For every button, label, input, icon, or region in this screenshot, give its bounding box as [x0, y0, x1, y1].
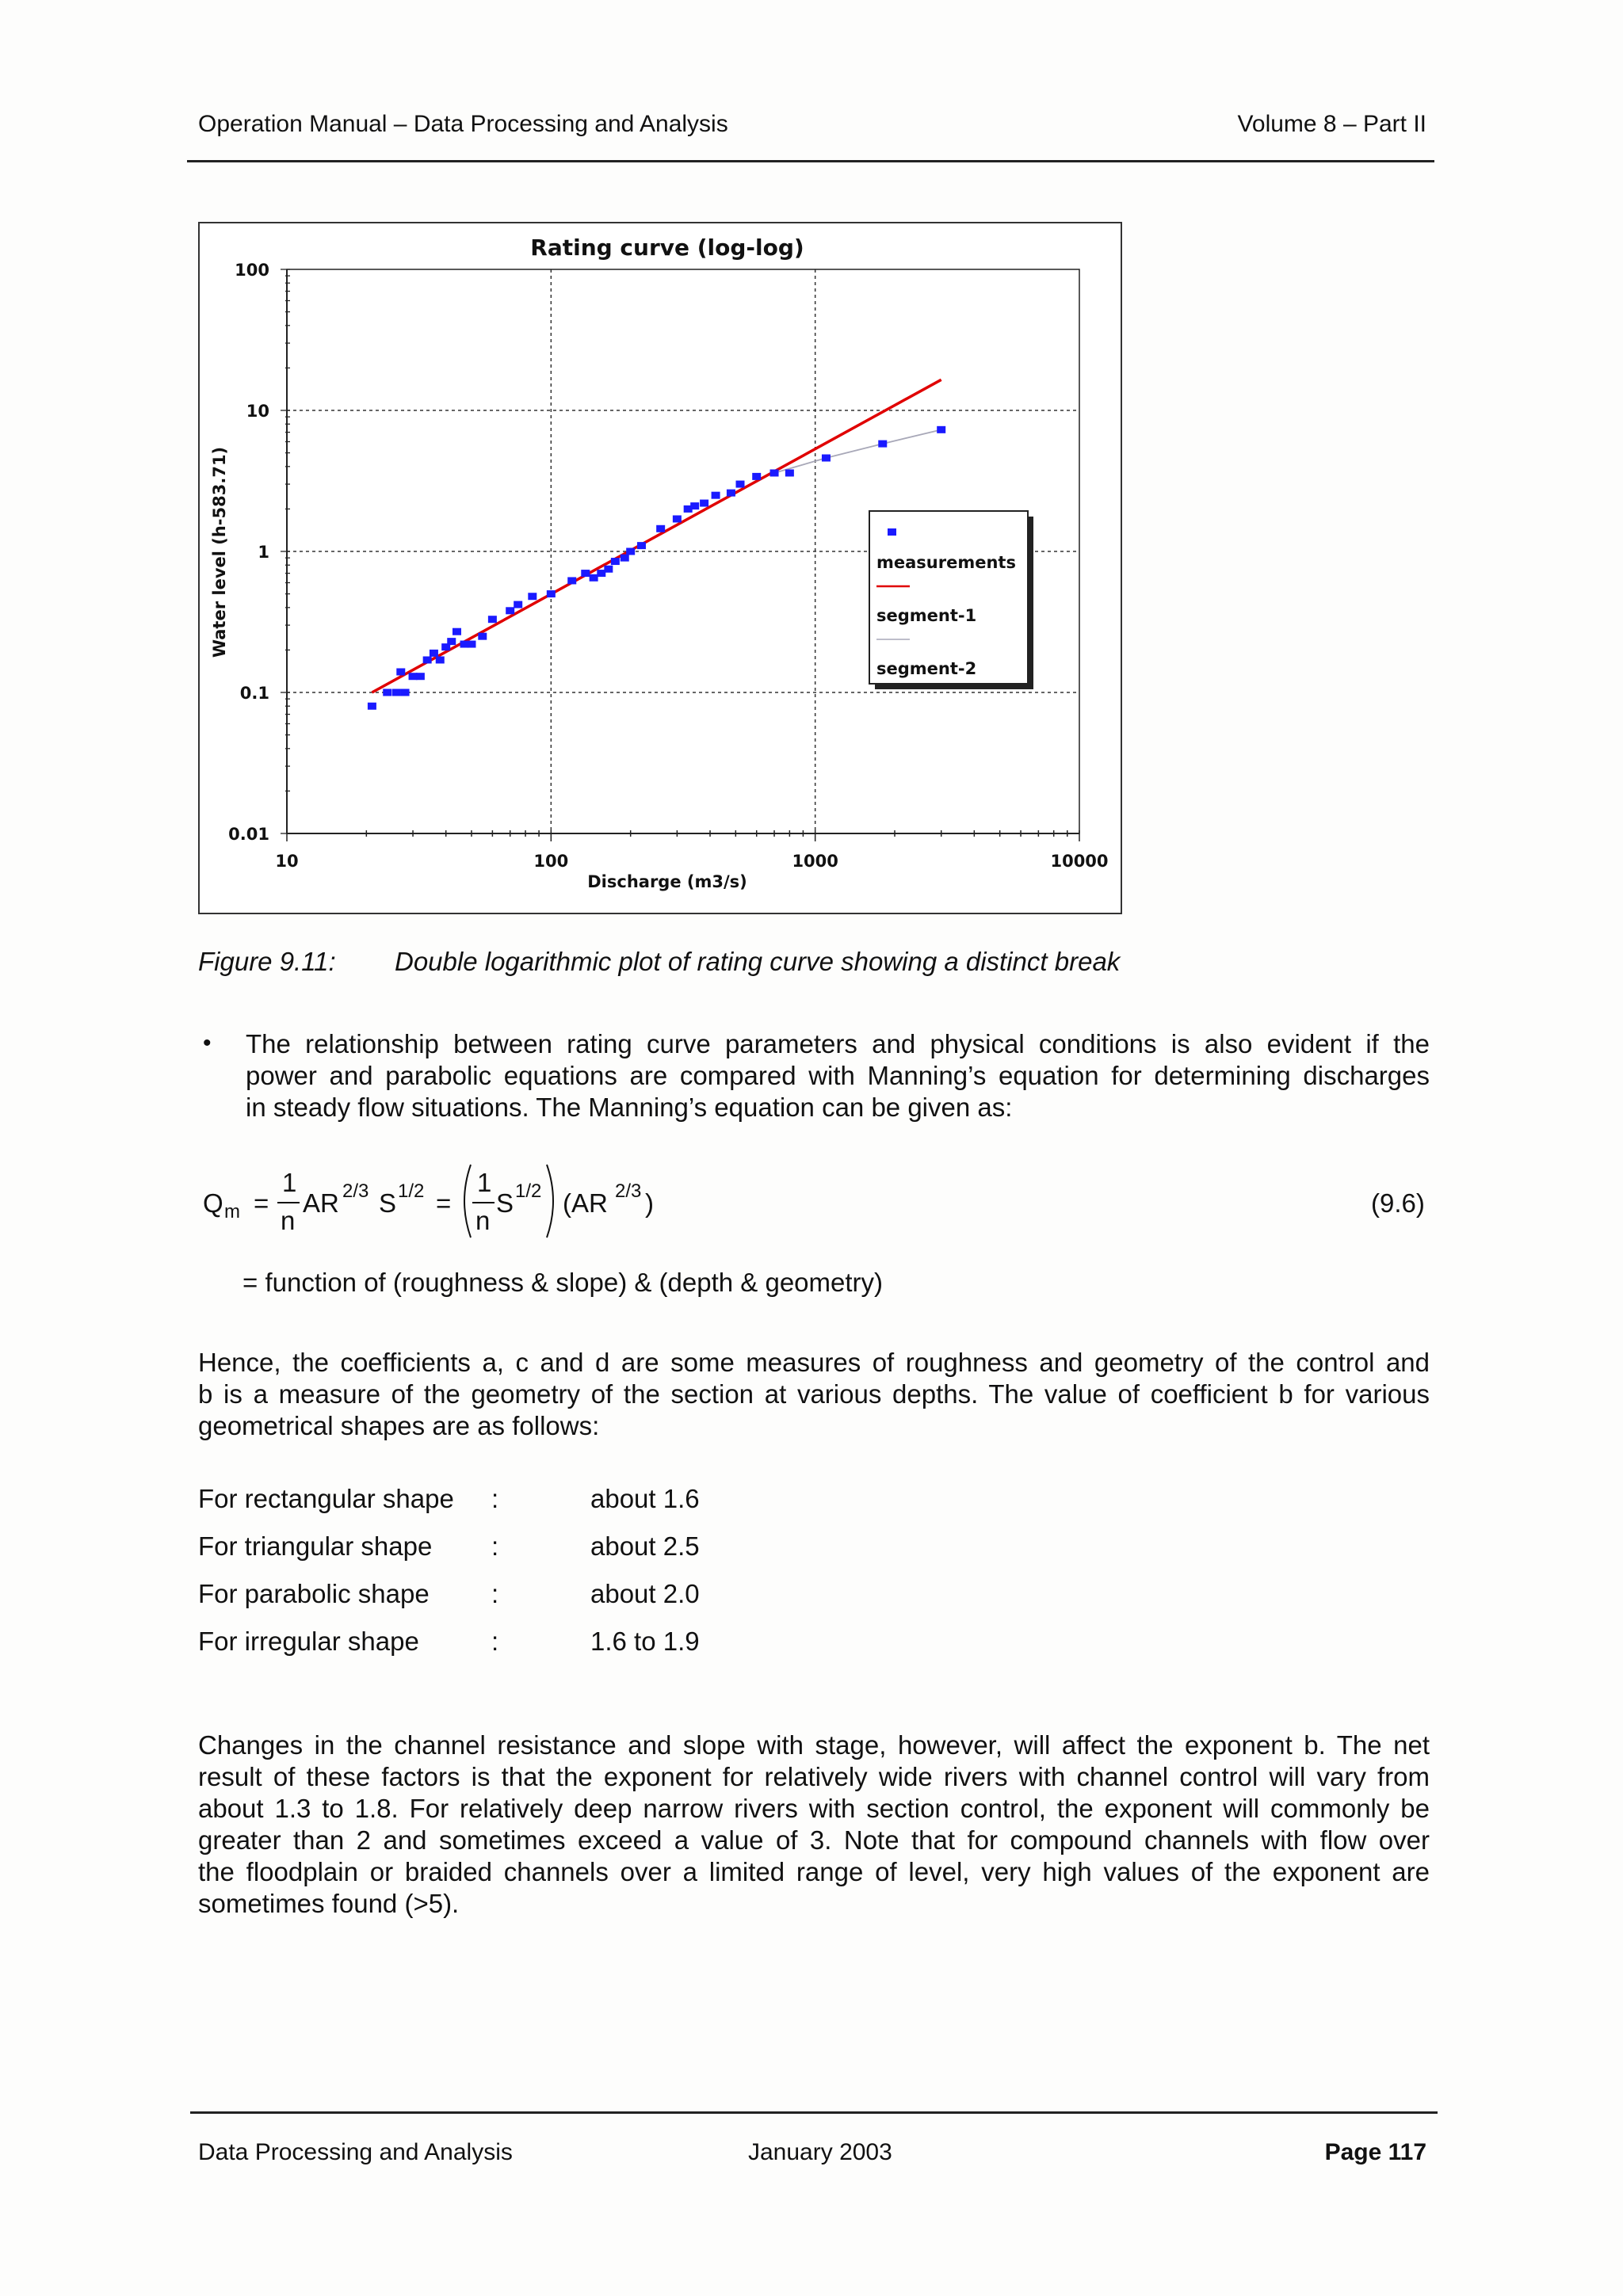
data-point: [453, 628, 461, 635]
legend-marker-measurements: [888, 528, 896, 536]
y-tick-label: 1: [258, 543, 269, 562]
shape-label: For rectangular shape: [198, 1484, 454, 1513]
data-point: [383, 689, 391, 696]
data-point: [656, 525, 665, 532]
shape-label: For irregular shape: [198, 1627, 419, 1656]
data-point: [392, 689, 401, 696]
shape-label: For parabolic shape: [198, 1579, 430, 1608]
para2-line-1: Changes in the channel resistance and slope with stage, however, will affect the exponent b. The net: [198, 1730, 1430, 1760]
data-point: [785, 469, 794, 476]
data-point: [430, 650, 438, 657]
eq-s-exp: 1/2: [398, 1180, 425, 1202]
para2-line-6: sometimes found (>5).: [198, 1889, 460, 1918]
rating-curve-chart: [200, 223, 1121, 913]
data-point: [626, 548, 635, 555]
data-point: [506, 607, 514, 614]
legend-box: [869, 511, 1028, 684]
data-point: [528, 593, 537, 600]
eq-paren-left: [456, 1163, 474, 1239]
data-point: [478, 633, 487, 640]
paragraph-exponent: [198, 1730, 1430, 1920]
para2-line-4: greater than 2 and sometimes exceed a value of 3. Note that for compound channels with flow over: [198, 1825, 1430, 1855]
eq-ar-exp: 2/3: [342, 1180, 369, 1202]
eq-ar: AR: [303, 1188, 339, 1218]
eq-ar2: (AR: [563, 1188, 608, 1218]
eq-number: (9.6): [1371, 1188, 1425, 1218]
figure-number: Figure 9.11:: [198, 947, 336, 976]
series-line-segment-1: [372, 379, 941, 692]
data-point: [368, 703, 376, 710]
shape-sep: :: [491, 1484, 499, 1513]
data-point: [590, 574, 598, 582]
paragraph-coefficients: [198, 1347, 1430, 1442]
data-point: [621, 555, 629, 562]
eq-ar2-exp: 2/3: [615, 1180, 642, 1202]
data-point: [637, 542, 646, 549]
eq-ar2-close: ): [645, 1188, 654, 1218]
legend-label-segment-2: segment-2: [876, 659, 977, 678]
data-point: [488, 616, 497, 623]
eq-s2: S: [496, 1188, 514, 1218]
data-point: [937, 426, 945, 433]
eq-equals-1: =: [254, 1188, 269, 1218]
eq-q-sub: m: [224, 1201, 240, 1222]
data-point: [604, 566, 613, 573]
data-point: [712, 492, 720, 499]
shape-sep: :: [491, 1627, 499, 1656]
shape-value: about 2.5: [590, 1531, 700, 1561]
header-rule: [187, 160, 1434, 162]
para2-line-2: result of these factors is that the exponent for relatively wide rivers with channel control will vary from: [198, 1762, 1430, 1791]
data-point: [396, 668, 405, 675]
x-axis-label: Discharge (m3/s): [587, 872, 747, 891]
footer-left: Data Processing and Analysis: [198, 2139, 513, 2165]
chart-title: Rating curve (log-log): [530, 235, 804, 261]
eq-frac1-den: n: [281, 1206, 296, 1235]
shape-value: about 1.6: [590, 1484, 700, 1513]
para2-line-5: the floodplain or braided channels over a limited range of level, very high values of the exponent are: [198, 1857, 1430, 1886]
x-tick-label: 1000: [792, 852, 838, 871]
eq-q: Q: [203, 1188, 223, 1218]
data-point: [436, 656, 445, 663]
bullet-line-3: in steady flow situations. The Manning’s equation can be given as:: [246, 1093, 1013, 1122]
data-point: [770, 469, 779, 476]
eq-equals-2: =: [436, 1188, 452, 1218]
data-point: [752, 473, 761, 480]
shape-sep: :: [491, 1531, 499, 1561]
x-tick-label: 10000: [1050, 852, 1109, 871]
eq-frac2-bar: [472, 1202, 495, 1203]
para1-line-3: geometrical shapes are as follows:: [198, 1411, 600, 1440]
data-point: [822, 455, 831, 462]
data-point: [736, 481, 745, 488]
data-point: [401, 689, 410, 696]
para2-line-3: about 1.3 to 1.8. For relatively deep narrow rivers with section control, the exponent will commonly be: [198, 1794, 1430, 1823]
shape-sep: :: [491, 1579, 499, 1608]
shape-value: 1.6 to 1.9: [590, 1627, 700, 1656]
eq-frac1-num: 1: [282, 1168, 297, 1197]
legend-label-segment-1: segment-1: [876, 606, 977, 625]
y-axis-label: Water level (h-583.71): [210, 446, 229, 658]
shape-value: about 2.0: [590, 1579, 700, 1608]
data-point: [690, 502, 699, 509]
data-point: [547, 590, 556, 597]
header-right: Volume 8 – Part II: [1237, 111, 1426, 137]
eq-frac2-num: 1: [477, 1168, 492, 1197]
data-point: [611, 558, 620, 565]
footer-center: January 2003: [748, 2139, 892, 2165]
x-tick-label: 10: [275, 852, 299, 871]
bullet-line-1: The relationship between rating curve parameters and physical conditions is also evident if the: [246, 1029, 1430, 1058]
chart-frame: [198, 222, 1122, 914]
bullet-line-2: power and parabolic equations are compared with Manning’s equation for determining discharges: [246, 1061, 1430, 1090]
footer-rule: [190, 2111, 1438, 2114]
y-tick-label: 100: [235, 261, 269, 280]
page-number: Page 117: [1324, 2139, 1426, 2165]
data-point: [467, 641, 475, 648]
figure-caption: Double logarithmic plot of rating curve showing a distinct break: [395, 947, 1121, 976]
data-point: [447, 638, 456, 645]
eq-s: S: [379, 1188, 397, 1218]
data-point: [727, 490, 735, 497]
eq-paren-right: [544, 1163, 561, 1239]
chart-legend: [869, 511, 1033, 689]
y-tick-label: 0.01: [228, 825, 269, 844]
data-point: [878, 441, 887, 448]
x-tick-label: 100: [533, 852, 569, 871]
shape-label: For triangular shape: [198, 1531, 433, 1561]
para1-line-2: b is a measure of the geometry of the section at various depths. The value of coefficient b for various: [198, 1379, 1430, 1409]
eq-frac1-bar: [277, 1202, 300, 1203]
data-point: [567, 577, 576, 584]
data-point: [581, 570, 590, 577]
data-point: [673, 515, 682, 522]
y-tick-label: 0.1: [239, 684, 269, 703]
bullet-symbol: •: [203, 1030, 212, 1056]
data-point: [423, 656, 432, 663]
data-point: [416, 673, 425, 680]
eq-function-line: = function of (roughness & slope) & (depth & geometry): [242, 1268, 884, 1297]
legend-label-measurements: measurements: [876, 553, 1016, 572]
data-point: [514, 601, 522, 608]
eq-s2-exp: 1/2: [515, 1180, 542, 1202]
bullet-paragraph: [246, 1028, 1430, 1123]
y-tick-label: 10: [246, 402, 269, 421]
series-line-segment-2: [774, 429, 941, 473]
data-point: [700, 500, 708, 507]
chart-series: [368, 379, 945, 709]
eq-frac2-den: n: [475, 1206, 491, 1235]
para1-line-1: Hence, the coefficients a, c and d are some measures of roughness and geometry of the control and: [198, 1348, 1430, 1377]
header-left: Operation Manual – Data Processing and Analysis: [198, 111, 728, 137]
